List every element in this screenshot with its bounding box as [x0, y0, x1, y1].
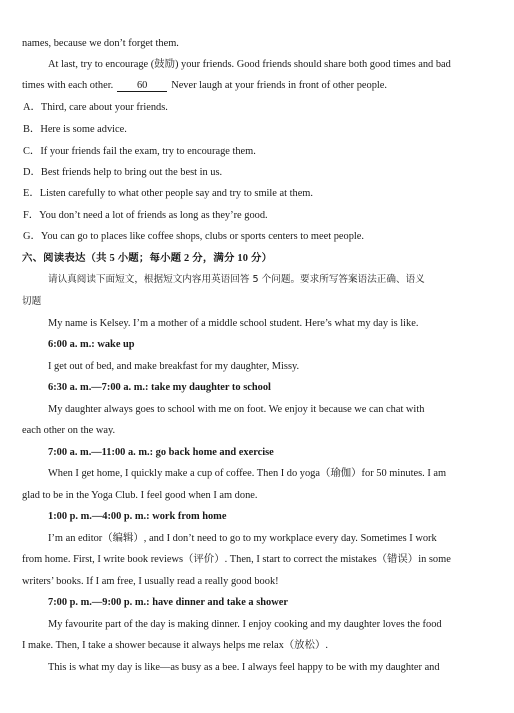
text-line: I make. Then, I take a shower because it always helps me relax（放松）.	[22, 640, 328, 651]
option-c: C．If your friends fail the exam, try to encourage them.	[23, 146, 256, 157]
text-line: My favourite part of the day is making dinner. I enjoy cooking and my daughter loves the food	[48, 619, 442, 630]
text-line: times with each other. 60 Never laugh at your friends in front of other people.	[22, 80, 388, 91]
time-heading: 7:00 a. m.—11:00 a. m.: go back home and exercise	[48, 447, 274, 458]
option-f: F．You don’t need a lot of friends as long as they’re good.	[23, 210, 268, 221]
instruction-line: 请认真阅读下面短文，根据短文内容用英语回答 5 个问题。要求所写答案语法正确、语义	[48, 274, 425, 285]
instruction-line: 切题	[22, 296, 42, 307]
text-line: glad to be in the Yoga Club. I feel good when I am done.	[22, 490, 258, 501]
time-heading: 7:00 p. m.—9:00 p. m.: have dinner and take a shower	[48, 597, 288, 608]
text-line: I’m an editor（编辑）, and I don’t need to go to my workplace every day. Sometimes I work	[48, 533, 437, 544]
text-line: from home. First, I write book reviews（评价）. Then, I start to correct the mistakes（错误）in some	[22, 554, 451, 565]
time-heading: 6:30 a. m.—7:00 a. m.: take my daughter to school	[48, 382, 271, 393]
option-d: D．Best friends help to bring out the best in us.	[23, 167, 223, 178]
text-line: When I get home, I quickly make a cup of coffee. Then I do yoga（瑜伽）for 50 minutes. I am	[48, 468, 447, 479]
answer-blank-60: 60	[117, 80, 167, 92]
option-e: E．Listen carefully to what other people say and try to smile at them.	[23, 188, 313, 199]
time-heading: 6:00 a. m.: wake up	[48, 339, 135, 350]
section-heading: 六、阅读表达（共 5 小题；每小题 2 分，满分 10 分）	[22, 253, 273, 264]
text-line: I get out of bed, and make breakfast for my daughter, Missy.	[48, 361, 300, 372]
option-b: B．Here is some advice.	[23, 124, 127, 135]
text-line: names, because we don’t forget them.	[22, 38, 179, 49]
text-line: My name is Kelsey. I’m a mother of a middle school student. Here’s what my day is like.	[48, 318, 419, 329]
text-line: writers’ books. If I am free, I usually read a really good book!	[22, 576, 279, 587]
option-a: A．Third, care about your friends.	[23, 102, 168, 113]
text-line: This is what my day is like—as busy as a bee. I always feel happy to be with my daughter and	[48, 662, 440, 673]
text-line: each other on the way.	[22, 425, 116, 436]
option-g: G．You can go to places like coffee shops, clubs or sports centers to meet people.	[23, 231, 364, 242]
text-line: At last, try to encourage (鼓励) your friends. Good friends should share both good times and bad	[48, 59, 451, 70]
text-line: My daughter always goes to school with me on foot. We enjoy it because we can chat with	[48, 404, 425, 415]
time-heading: 1:00 p. m.—4:00 p. m.: work from home	[48, 511, 227, 522]
